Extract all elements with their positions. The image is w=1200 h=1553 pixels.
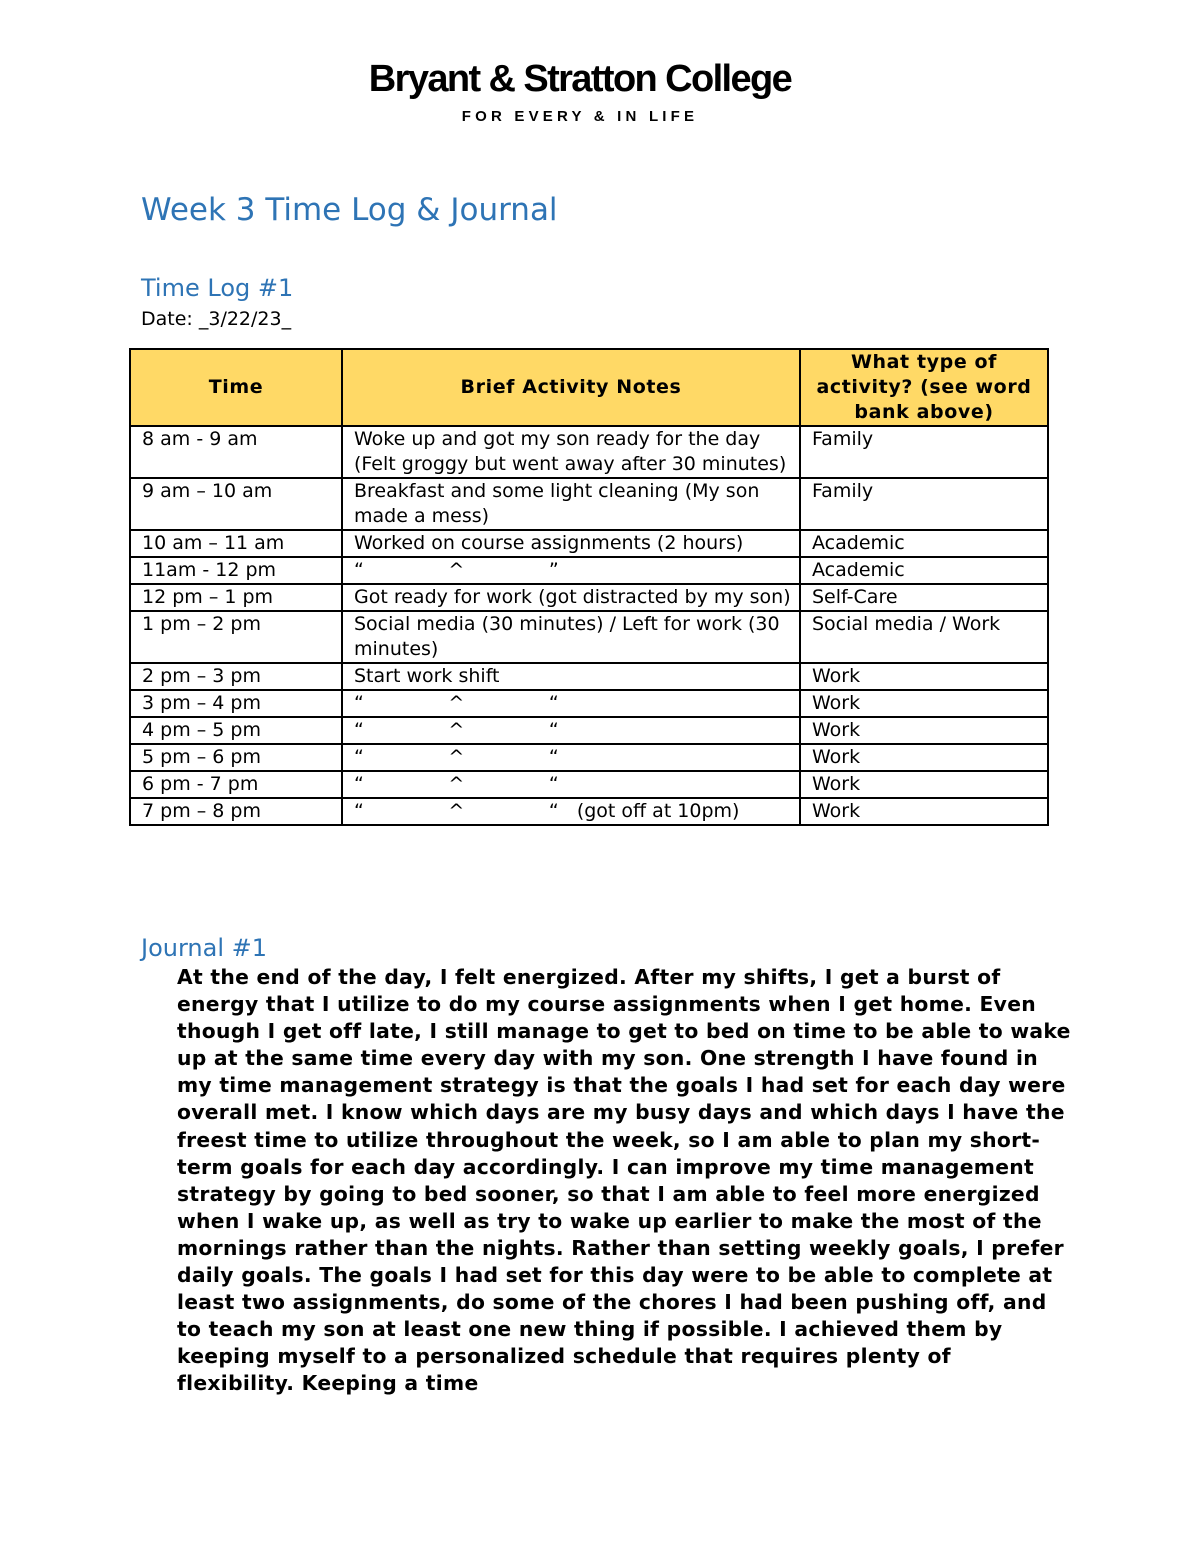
time-cell: 11am - 12 pm	[130, 557, 342, 584]
notes-cell: Worked on course assignments (2 hours)	[342, 530, 800, 557]
notes-cell: “ ^ “	[342, 717, 800, 744]
notes-cell: “ ^ “	[342, 690, 800, 717]
time-cell: 5 pm – 6 pm	[130, 744, 342, 771]
table-row	[130, 798, 1048, 825]
journal-body: At the end of the day, I felt energized. After my shifts, I get a burst of energy that I utilize to do my course assignments when I get home. Even though I get off late, I still manage to get to bed on time to be able to wake up at the same time every day with my son. One strength I have found in my time management strategy is that the goals I had set for each day were overall met. I know which days are my busy days and which days I have the freest time to utilize throughout the week, so I am able to plan my short-term goals for each day accordingly. I can improve my time management strategy by going to bed sooner, so that I am able to feel more energized when I wake up, as well as try to wake up earlier to make the most of the mornings rather than the nights. Rather than setting weekly goals, I prefer daily goals. The goals I had set for this day were to be able to complete at least two assignments, do some of the chores I had been pushing off, and to teach my son at least one new thing if possible. I achieved them by keeping myself to a personalized schedule that requires plenty of flexibility. Keeping a time	[177, 965, 1071, 1396]
time-log-heading: Time Log #1	[141, 274, 294, 302]
type-cell: Academic	[800, 557, 1048, 584]
type-cell: Work	[800, 690, 1048, 717]
journal-heading: Journal #1	[141, 934, 268, 962]
notes-cell: Start work shift	[342, 663, 800, 690]
time-cell: 6 pm - 7 pm	[130, 771, 342, 798]
table-row	[130, 530, 1048, 557]
type-cell: Work	[800, 798, 1048, 825]
table-row	[130, 717, 1048, 744]
notes-cell: Breakfast and some light cleaning (My son made a mess)	[342, 478, 800, 530]
notes-cell: “ ^ “ (got off at 10pm)	[342, 798, 800, 825]
time-cell: 10 am – 11 am	[130, 530, 342, 557]
table-row	[130, 744, 1048, 771]
type-cell: Self-Care	[800, 584, 1048, 611]
type-cell: Family	[800, 478, 1048, 530]
time-cell: 1 pm – 2 pm	[130, 611, 342, 663]
notes-cell: “ ^ ”	[342, 557, 800, 584]
column-header-notes: Brief Activity Notes	[342, 349, 800, 426]
type-cell: Work	[800, 663, 1048, 690]
type-cell: Work	[800, 744, 1048, 771]
table-row	[130, 584, 1048, 611]
time-log-table	[129, 348, 1049, 826]
notes-cell: Social media (30 minutes) / Left for work (30 minutes)	[342, 611, 800, 663]
time-log-date: Date: _3/22/23_	[141, 308, 292, 330]
type-cell: Social media / Work	[800, 611, 1048, 663]
type-cell: Academic	[800, 530, 1048, 557]
notes-cell: Woke up and got my son ready for the day (Felt groggy but went away after 30 minutes)	[342, 426, 800, 478]
table-row	[130, 690, 1048, 717]
table-header-row	[130, 349, 1048, 426]
type-cell: Family	[800, 426, 1048, 478]
time-cell: 7 pm – 8 pm	[130, 798, 342, 825]
table-row	[130, 611, 1048, 663]
table-row	[130, 426, 1048, 478]
time-cell: 2 pm – 3 pm	[130, 663, 342, 690]
table-row	[130, 478, 1048, 530]
column-header-time: Time	[130, 349, 342, 426]
notes-cell: “ ^ “	[342, 744, 800, 771]
notes-cell: “ ^ “	[342, 771, 800, 798]
type-cell: Work	[800, 771, 1048, 798]
time-cell: 3 pm – 4 pm	[130, 690, 342, 717]
column-header-activity-type: What type of activity? (see word bank above)	[800, 349, 1048, 426]
type-cell: Work	[800, 717, 1048, 744]
document-title: Week 3 Time Log & Journal	[141, 192, 558, 228]
college-name: Bryant & Stratton College	[368, 58, 792, 100]
college-tagline: FOR EVERY & IN LIFE	[461, 108, 699, 125]
notes-cell: Got ready for work (got distracted by my son)	[342, 584, 800, 611]
time-cell: 9 am – 10 am	[130, 478, 342, 530]
table-row	[130, 557, 1048, 584]
college-logo	[0, 58, 1160, 126]
table-row	[130, 663, 1048, 690]
table-row	[130, 771, 1048, 798]
time-cell: 8 am - 9 am	[130, 426, 342, 478]
time-cell: 12 pm – 1 pm	[130, 584, 342, 611]
time-cell: 4 pm – 5 pm	[130, 717, 342, 744]
